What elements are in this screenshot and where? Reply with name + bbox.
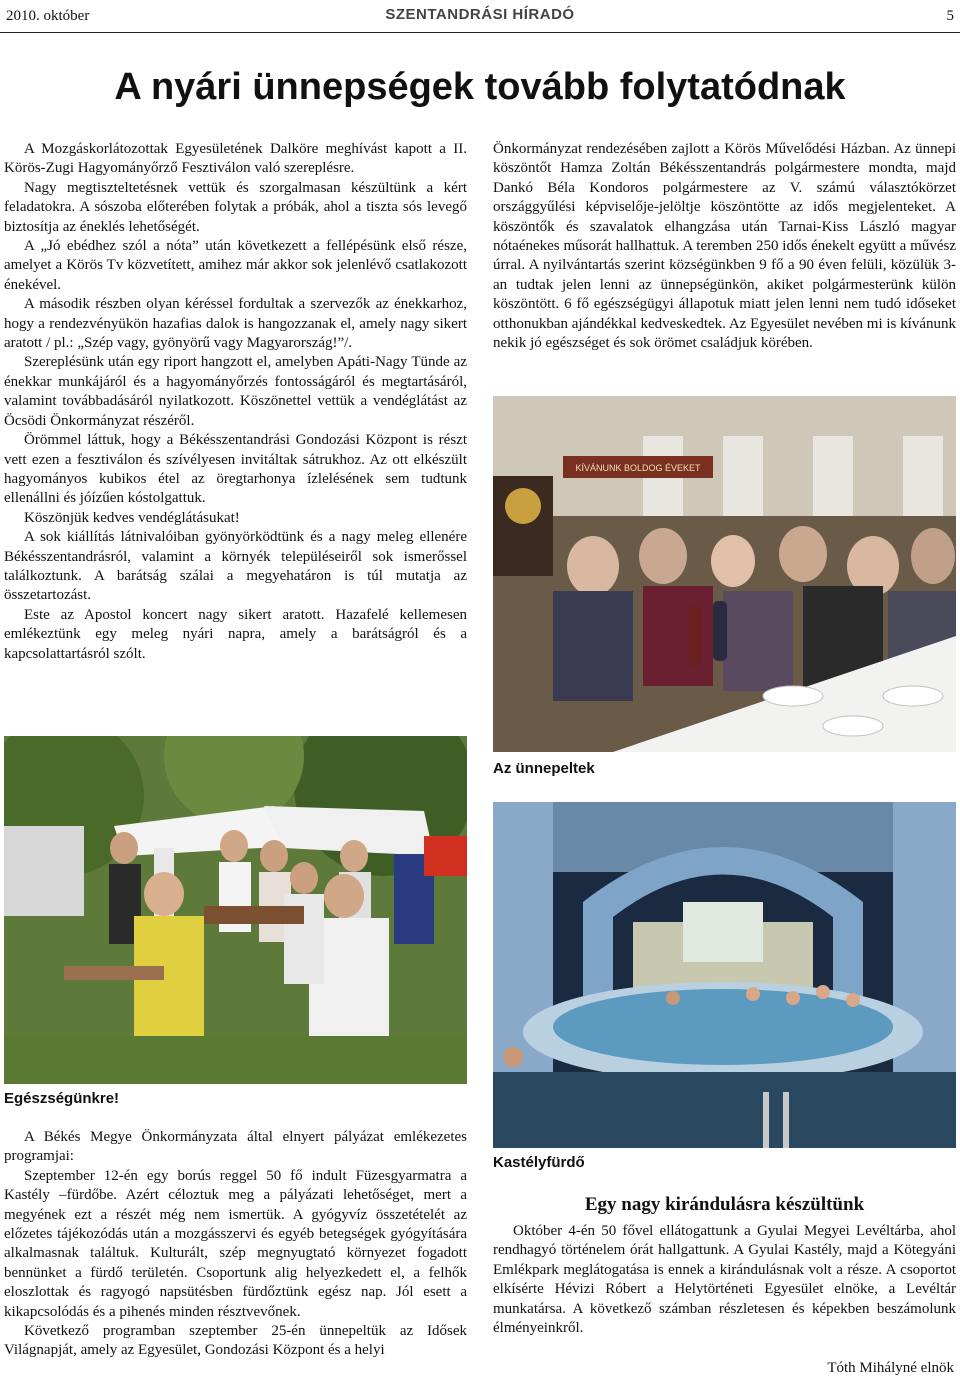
right-column-top [493, 140, 956, 353]
photo-cheers [4, 736, 467, 1084]
paragraph: Szeptember 12-én egy borús reggel 50 fő indult Füzesgyarmatra a Kastély –fürdőbe. Azért céloztuk meg a pályázati lehetőséget, mert a megyének ezt a részét még nem ismertük. A gyógyvíz összetételét az előzetes tájékozódás után a mozgásszervi és egyéb betegségek gyógyítására alkalmasnak találtuk. Kulturált, szép megnyugtató környezet fogadott bennünket a fürdő területén. Csoportunk alig helyezkedett el, a felhők eloszlottak és ragyogó napsütésben fürdőztünk egész nap. Jól esett a kikapcsolódás és a pihenés minden résztvevőnek. [4, 1167, 467, 1320]
header-rule [0, 32, 960, 33]
page-header [0, 0, 960, 40]
photo-celebrants [493, 396, 956, 752]
photo-castle-bath [493, 802, 956, 1148]
banner-text: KÍVÁNUNK BOLDOG ÉVEKET [575, 463, 701, 473]
article-headline: A nyári ünnepségek tovább folytatódnak [114, 66, 846, 108]
paragraph: Örömmel láttuk, hogy a Békésszentandrási Gondozási Központ is részt vett ezen a fesztiválon és szívélyesen invitáltak sátrukhoz. Az ott elkészült hagyományos kubikos étel az öregtarhonya ízlelésének sem tudtunk ellenállni és jóízűen kóstolgattuk. [4, 432, 467, 507]
photo-caption-castle-bath: Kastélyfürdő [493, 1154, 585, 1171]
subarticle-body [493, 1222, 956, 1338]
subarticle-title: Egy nagy kirándulásra készültünk [584, 1194, 865, 1215]
paragraph: Következő programban szeptember 25-én ünnepeltük az Idősek Világnapját, amely az Egyesület, Gondozási Központ és a helyi [4, 1323, 467, 1359]
left-column-bottom [4, 1128, 467, 1361]
author-signature: Tóth Mihályné elnök [827, 1360, 954, 1376]
paragraph: A Békés Megye Önkormányzata által elnyert pályázat emlékezetes programjai: [4, 1129, 467, 1165]
paragraph: Köszönjük kedves vendéglátásukat! [24, 509, 240, 526]
paragraph: A második részben olyan kéréssel fordultak a szervezők az énekkarhoz, hogy a rendezvényükön hazafias dalok is hangozzanak el, amely nagy sikert aratott / pl.: „Szép vagy, gyönyörű vagy Magyarország!”/. [4, 296, 467, 352]
paragraph: Szereplésünk után egy riport hangzott el, amelyben Apáti-Nagy Tünde az énekkar munkájáról és a hagyományőrzés fontosságáról és megtartásáról, valamint továbbadásáról nyilatkozott. Köszönettel vettük a vendéglátást az Öcsödi Önkormányzat részéről. [4, 354, 467, 429]
paragraph: Este az Apostol koncert nagy sikert aratott. Hazafelé kellemesen emlékeztünk egy meleg nyári napra, amely a barátságról és a kapcsolattartásról szólt. [4, 606, 467, 662]
paragraph: Október 4-én 50 fővel ellátogattunk a Gyulai Megyei Levéltárba, ahol rendhagyó történelem órát hallgattunk. A Gyulai Kastély, majd a Kötegyáni Emlékpark meglátogatása is ennek a kirándulásnak volt a része. A csoportot elkísérte Hévizi Róbert a Helytörténeti Egyesület elnöke, a Levéltár munkatársa. A következő számban részletesen és képekben beszámolunk élményeinkről. [493, 1223, 956, 1337]
photo-caption-celebrants: Az ünnepeltek [493, 760, 595, 777]
issue-date: 2010. október [6, 8, 90, 24]
paragraph: Önkormányzat rendezésében zajlott a Körös Művelődési Házban. Az ünnepi köszöntőt Hamza Zoltán Békésszentandrás polgármestere mondta, majd Dankó Béla Kondoros polgármestere az V. számú választókörzet országgyűlési képviselője-jelöltje köszöntötte az idős megjelenteket. A köszöntők és szavalatok elhangzása után Tarnai-Kiss László magyar nótaénekes műsorát hallhattuk. A teremben 250 idős énekelt együtt a művész úrral. A nyilvántartás szerint községünkben 9 fő a 90 éven felüli, közülük 3-an tudtak jelen lenni az ünnepségünkön, akiket polgármesterünk külön köszöntött. 6 fő egészségügyi állapotuk miatt jelen lenni nem tudó időseket otthonukban ajándékkal kedveskedtek. Az Egyesület nevében mi is kívánunk nekik jó egészséget és sok örömet családjuk körében. [493, 141, 956, 352]
paragraph: Nagy megtiszteltetésnek vettük és szorgalmasan készültünk a kért feladatokra. A sószoba előterében folytak a próbák, ahol a tiszta sós levegő biztosítja az éneklés lehetőségét. [4, 179, 467, 235]
page-number: 5 [946, 8, 954, 24]
paragraph: A Mozgáskorlátozottak Egyesületének Dalköre meghívást kapott a II. Körös-Zugi Hagyományőrző Fesztiválon való szereplésre. [4, 141, 467, 177]
left-column-top [4, 140, 467, 664]
masthead: SZENTANDRÁSI HÍRADÓ [385, 6, 575, 23]
paragraph: A „Jó ebédhez szól a nóta” után következett a fellépésünk első része, amelyet a Körös Tv közvetített, amihez már akkor sok jelenlévő csatlakozott énekével. [4, 238, 467, 293]
paragraph: A sok kiállítás látnivalóiban gyönyörködtünk és a nagy meleg ellenére Békésszentandrásról, valamint a környék településeiről sok ismerőssel találkoztunk. A barátság szálai a megyehatáron is túl mutatja az összetartozást. [4, 529, 467, 604]
photo-caption-cheers: Egészségünkre! [4, 1090, 120, 1107]
